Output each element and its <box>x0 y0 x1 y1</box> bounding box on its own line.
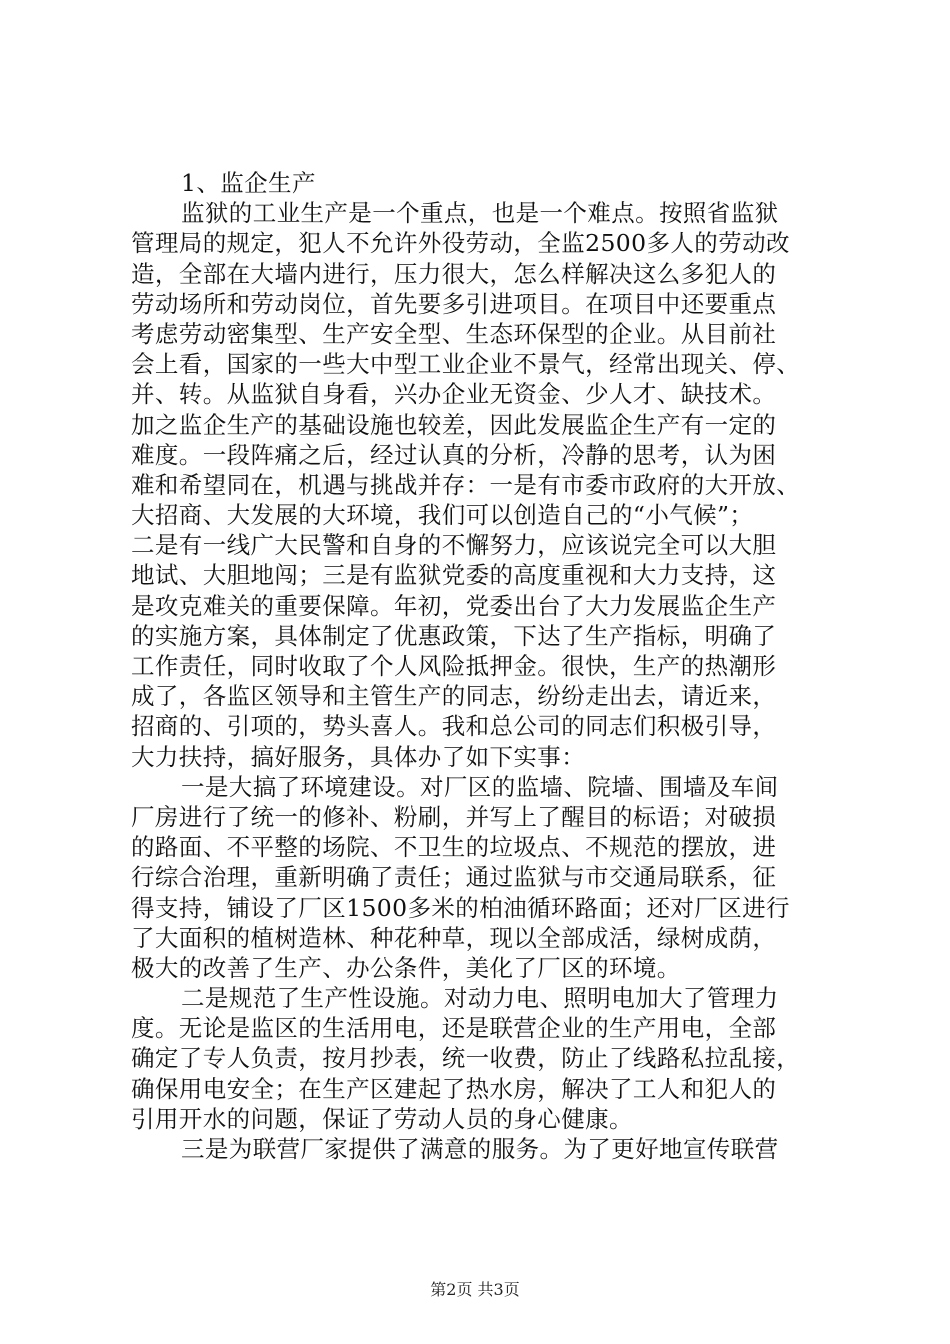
text-line: 度。无论是监区的生活用电，还是联营企业的生产用电，全部 <box>131 1014 777 1043</box>
text-line: 地试、大胆地闯；三是有监狱党委的高度重视和大力支持，这 <box>131 561 777 590</box>
text-line: 考虑劳动密集型、生产安全型、生态环保型的企业。从目前社 <box>131 319 777 348</box>
text-line: 管理局的规定，犯人不允许外役劳动，全监2500多人的劳动改 <box>131 229 790 258</box>
text-line: 确保用电安全；在生产区建起了热水房，解决了工人和犯人的 <box>131 1074 777 1103</box>
page-footer: 第2页 共3页 <box>430 1280 520 1299</box>
document-body <box>131 168 831 1164</box>
text-line: 极大的改善了生产、办公条件，美化了厂区的环境。 <box>131 953 681 982</box>
text-line: 并、转。从监狱自身看，兴办企业无资金、少人才、缺技术。 <box>131 380 777 409</box>
text-line: 成了，各监区领导和主管生产的同志，纷纷走出去，请近来， <box>131 682 777 711</box>
text-line: 劳动场所和劳动岗位，首先要多引进项目。在项目中还要重点 <box>131 289 777 318</box>
text-line: 监狱的工业生产是一个重点，也是一个难点。按照省监狱 <box>181 199 779 228</box>
paragraph <box>131 1134 831 1164</box>
text-line: 三是为联营厂家提供了满意的服务。为了更好地宣传联营 <box>181 1135 779 1163</box>
paragraph <box>131 983 831 1134</box>
text-line: 难和希望同在，机遇与挑战并存：一是有市委市政府的大开放、 <box>131 470 801 499</box>
text-line: 大招商、大发展的大环境，我们可以创造自己的“小气候”； <box>131 501 754 530</box>
text-line: 行综合治理，重新明确了责任；通过监狱与市交通局联系，征 <box>131 863 777 892</box>
text-line: 二是规范了生产性设施。对动力电、照明电加大了管理力 <box>181 984 779 1013</box>
text-line: 确定了专人负责，按月抄表，统一收费，防止了线路私拉乱接， <box>131 1044 801 1073</box>
text-line: 大力扶持，搞好服务，具体办了如下实事： <box>131 742 586 771</box>
text-line: 招商的、引项的，势头喜人。我和总公司的同志们积极引导， <box>131 712 777 741</box>
text-line: 的路面、不平整的场院、不卫生的垃圾点、不规范的摆放，进 <box>131 833 777 862</box>
paragraph <box>131 198 831 772</box>
text-line: 二是有一线广大民警和自身的不懈努力，应该说完全可以大胆 <box>131 531 777 560</box>
section-heading: 1、监企生产 <box>181 169 316 197</box>
paragraph-list <box>131 198 831 1164</box>
text-line: 难度。一段阵痛之后，经过认真的分析，冷静的思考，认为困 <box>131 440 777 469</box>
text-line: 了大面积的植树造林、种花种草，现以全部成活，绿树成荫， <box>131 923 777 952</box>
text-line: 会上看，国家的一些大中型工业企业不景气，经常出现关、停、 <box>131 350 801 379</box>
text-line: 的实施方案，具体制定了优惠政策，下达了生产指标，明确了 <box>131 621 777 650</box>
text-line: 加之监企生产的基础设施也较差，因此发展监企生产有一定的 <box>131 410 777 439</box>
text-line: 引用开水的问题，保证了劳动人员的身心健康。 <box>131 1104 633 1133</box>
text-line: 一是大搞了环境建设。对厂区的监墙、院墙、围墙及车间 <box>181 772 779 801</box>
paragraph <box>131 772 831 983</box>
text-line: 厂房进行了统一的修补、粉刷，并写上了醒目的标语；对破损 <box>131 802 777 831</box>
text-line: 得支持，铺设了厂区1500多米的柏油循环路面；还对厂区进行 <box>131 893 790 922</box>
text-line: 工作责任，同时收取了个人风险抵押金。很快，生产的热潮形 <box>131 652 777 680</box>
text-line: 是攻克难关的重要保障。年初，党委出台了大力发展监企生产 <box>131 591 777 620</box>
text-line: 造，全部在大墙内进行，压力很大，怎么样解决这么多犯人的 <box>131 259 777 288</box>
